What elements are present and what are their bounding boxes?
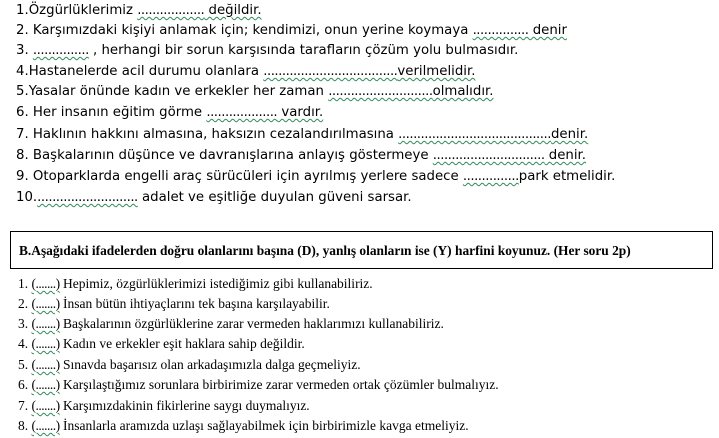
true-false-item — [18, 397, 310, 414]
item-text-after: adalet ve eşitliğe duyulan güveni sarsar. — [137, 190, 412, 205]
item-number: 10. — [16, 190, 38, 205]
true-false-item — [18, 417, 469, 434]
answer-blank[interactable]: ............... — [32, 43, 89, 58]
fill-in-item — [16, 2, 262, 20]
statement-text: Karşımızdakinin fikirlerine saygı duymalıyız. — [59, 398, 310, 413]
statement-text: Karşılaştığımız sorunlara birbirimize zarar vermeden ortak çözümler bulmalıyız. — [59, 377, 499, 392]
item-number: 2. — [18, 296, 29, 311]
answer-blank[interactable]: ........................... — [37, 190, 138, 205]
answer-blank[interactable] — [32, 398, 60, 413]
fill-in-item — [16, 22, 567, 40]
section-b-title: B.Aşağıdaki ifadelerden doğru olanlarını başına (D), yanlış olanların ise (Y) harfini koyunuz. (Her soru 2p) — [19, 243, 631, 258]
item-number: 4. — [18, 336, 29, 351]
answer-blank[interactable]: ............... — [462, 169, 519, 184]
item-text-before: Yasalar önünde kadın ve erkekler her zaman — [28, 84, 329, 99]
answer-blank-text: (.......) — [31, 296, 60, 311]
fill-in-item — [16, 168, 615, 186]
statement-text: İnsan bütün ihtiyaçlarını tek başına karşılayabilir. — [59, 296, 330, 311]
answer-blank[interactable]: .............................. — [432, 148, 545, 163]
answer-blank-text: (.......) — [31, 357, 60, 372]
item-number: 2. — [16, 23, 29, 38]
item-number: 3. — [16, 43, 29, 58]
item-number: 5. — [16, 84, 29, 99]
true-false-item — [18, 356, 361, 373]
item-number: 4. — [16, 64, 29, 79]
item-text-after: değildir. — [204, 3, 262, 18]
answer-blank[interactable]: ................... — [206, 105, 278, 120]
answer-blank-text: (.......) — [31, 377, 60, 392]
item-number: 6. — [16, 105, 29, 120]
item-text-after: vardır. — [277, 105, 324, 120]
answer-blank[interactable] — [32, 316, 60, 331]
answer-blank[interactable] — [32, 276, 60, 291]
true-false-item — [18, 275, 373, 292]
statement-text: Kadın ve erkekler eşit haklara sahip değildir. — [59, 336, 305, 351]
item-text-after: , herhangi bir sorun karşısında tarafların çözüm yolu bulmasıdır. — [88, 43, 519, 58]
item-text-before: Her insanın eğitim görme — [28, 105, 207, 120]
item-number: 1. — [18, 276, 29, 291]
answer-blank[interactable] — [32, 296, 60, 311]
answer-blank[interactable] — [32, 336, 60, 351]
item-number: 6. — [18, 377, 29, 392]
true-false-item — [18, 295, 330, 312]
item-number: 8. — [18, 418, 29, 433]
item-number: 9. — [16, 169, 29, 184]
item-text-after: olmalıdır. — [432, 84, 494, 99]
fill-in-item — [16, 83, 494, 101]
fill-in-item — [16, 189, 412, 207]
item-text-before: Haklının hakkını almasına, haksızın cezalandırılmasına — [28, 127, 399, 142]
answer-blank[interactable] — [32, 377, 60, 392]
item-number: 7. — [16, 127, 29, 142]
fill-in-item — [16, 126, 588, 144]
item-text-before: Başkalarının düşünce ve davranışlarına anlayış göstermeye — [28, 148, 433, 163]
answer-blank-text: (.......) — [31, 418, 60, 433]
fill-in-item — [16, 104, 323, 122]
true-false-item — [18, 376, 499, 393]
fill-in-item — [16, 147, 586, 165]
true-false-item — [18, 315, 444, 332]
item-text-before: Özgürlüklerimiz — [28, 3, 138, 18]
item-text-after: denir. — [544, 148, 587, 163]
item-text-after: denir — [528, 23, 567, 38]
answer-blank[interactable]: ............... — [472, 23, 529, 38]
answer-blank-text: (.......) — [31, 316, 60, 331]
answer-blank[interactable]: ......................................... — [398, 127, 551, 142]
section-b-header-box — [10, 231, 713, 269]
answer-blank-text: (.......) — [31, 398, 60, 413]
answer-blank[interactable]: .................................... — [263, 64, 398, 79]
answer-blank[interactable] — [32, 357, 60, 372]
answer-blank[interactable]: ............................ — [328, 84, 433, 99]
statement-text: Başkalarının özgürlüklerine zarar vermeden haklarımızı kullanabiliriz. — [59, 316, 444, 331]
item-number: 7. — [18, 398, 29, 413]
item-text-after: denir. — [550, 127, 589, 142]
item-text-after: verilmelidir. — [397, 64, 476, 79]
item-text-before: Hastanelerde acil durumu olanlara — [28, 64, 264, 79]
fill-in-item — [16, 42, 518, 60]
item-number: 5. — [18, 357, 29, 372]
item-number: 3. — [18, 316, 29, 331]
statement-text: Sınavda başarısız olan arkadaşımızla dalga geçmeliyiz. — [59, 357, 361, 372]
fill-in-item — [16, 63, 475, 81]
true-false-item — [18, 335, 305, 352]
answer-blank-text: (.......) — [31, 276, 60, 291]
item-number: 1. — [16, 3, 29, 18]
answer-blank-text: (.......) — [31, 336, 60, 351]
item-number: 8. — [16, 148, 29, 163]
statement-text: İnsanlarla aramızda uzlaşı sağlayabilmek için birbirimizle kavga etmeliyiz. — [59, 418, 469, 433]
item-text-after: park etmelidir. — [518, 169, 616, 184]
item-text-before: Otoparklarda engelli araç sürücüleri için ayrılmış yerlere sadece — [28, 169, 463, 184]
statement-text: Hepimiz, özgürlüklerimizi istediğimiz gibi kullanabiliriz. — [59, 276, 373, 291]
item-text-before: Karşımızdaki kişiyi anlamak için; kendimizi, onun yerine koymaya — [28, 23, 473, 38]
answer-blank[interactable] — [32, 418, 60, 433]
answer-blank[interactable]: .................. — [137, 3, 205, 18]
